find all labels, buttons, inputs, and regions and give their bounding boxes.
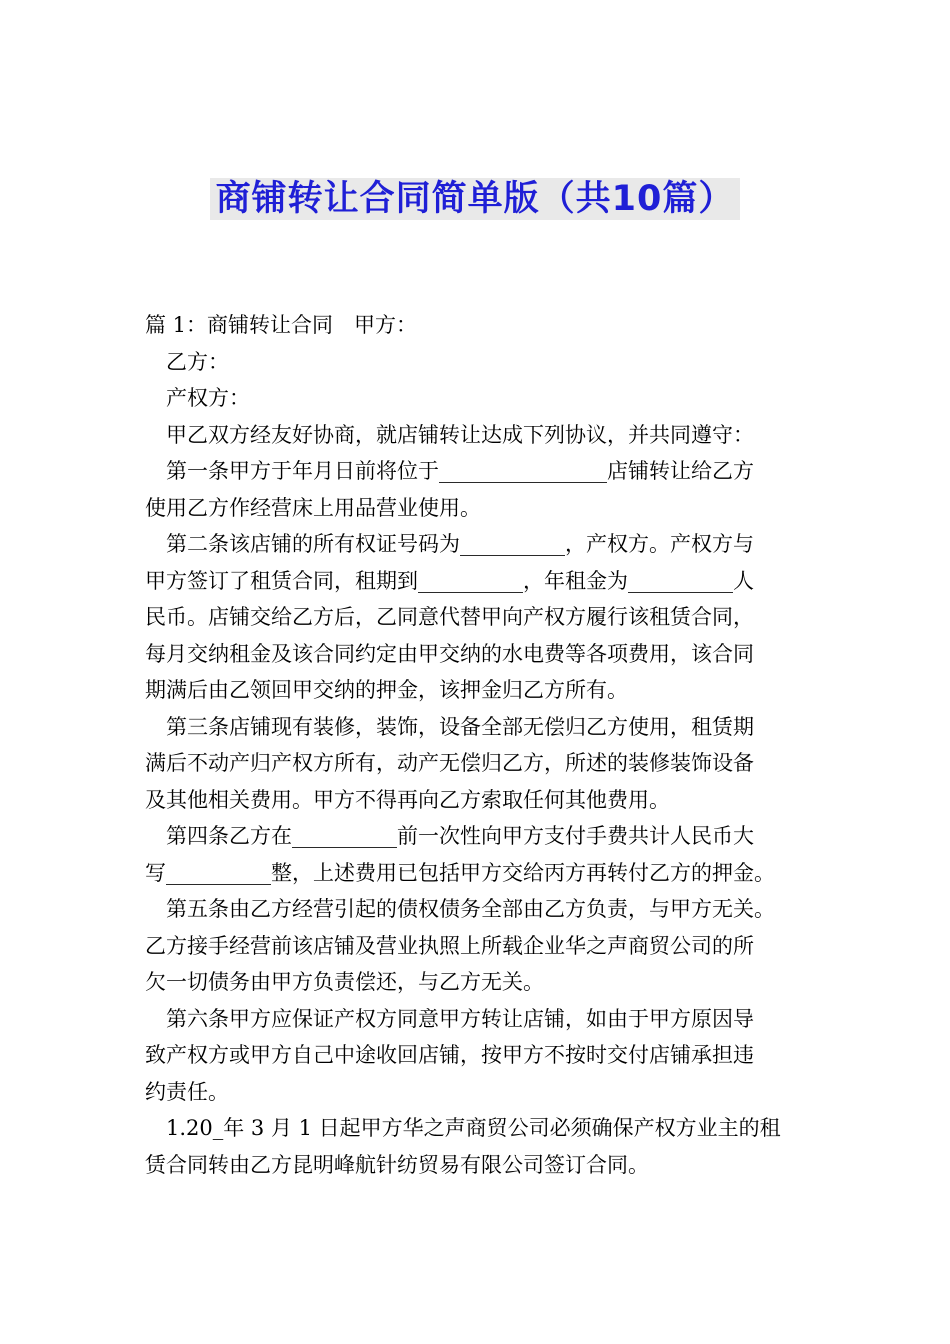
text-line: 满后不动产归产权方所有，动产无偿归乙方，所述的装修装饰设备 bbox=[145, 751, 754, 775]
text-line: 甲乙双方经友好协商，就店铺转让达成下列协议，并共同遵守： bbox=[145, 422, 754, 447]
text-line: 第六条甲方应保证产权方同意甲方转让店铺，如由于甲方原因导 bbox=[145, 1006, 754, 1031]
text-line: 期满后由乙领回甲交纳的押金，该押金归乙方所有。 bbox=[145, 678, 628, 702]
text-line: 写__________整，上述费用已包括甲方交给丙方再转付乙方的押金。 bbox=[145, 860, 775, 885]
text-line: 约责任。 bbox=[145, 1079, 229, 1104]
text-line: 每月交纳租金及该合同约定由甲交纳的水电费等各项费用，该合同 bbox=[145, 641, 754, 666]
text-line: 乙方接手经营前该店铺及营业执照上所载企业华之声商贸公司的所 bbox=[145, 933, 754, 958]
text-line: 篇 1：商铺转让合同 甲方： bbox=[145, 313, 418, 337]
document-body bbox=[145, 307, 825, 1183]
text-line: 第四条乙方在__________前一次性向甲方支付手费共计人民币大 bbox=[145, 824, 754, 848]
text-line: 第二条该店铺的所有权证号码为__________，产权方。产权方与 bbox=[145, 532, 754, 556]
text-line: 第五条由乙方经营引起的债权债务全部由乙方负责，与甲方无关。 bbox=[145, 897, 775, 921]
text-line: 使用乙方作经营床上用品营业使用。 bbox=[145, 495, 481, 520]
text-line: 第三条店铺现有装修，装饰，设备全部无偿归乙方使用，租赁期 bbox=[145, 714, 754, 739]
text-line: 民币。店铺交给乙方后，乙同意代替甲向产权方履行该租赁合同， bbox=[145, 605, 754, 629]
text-line: 第一条甲方于年月日前将位于________________店铺转让给乙方 bbox=[145, 459, 754, 483]
text-line: 乙方： bbox=[145, 349, 229, 374]
text-line: 1.20_年 3 月 1 日起甲方华之声商贸公司必须确保产权方业主的租 bbox=[145, 1116, 781, 1140]
text-line: 产权方： bbox=[145, 386, 250, 410]
text-line: 欠一切债务由甲方负责偿还，与乙方无关。 bbox=[145, 970, 544, 994]
text-line: 赁合同转由乙方昆明峰航针纺贸易有限公司签订合同。 bbox=[145, 1152, 649, 1177]
text-line: 甲方签订了租赁合同，租期到__________，年租金为__________人 bbox=[145, 568, 754, 593]
document-title: 商铺转让合同简单版（共10篇） bbox=[210, 178, 741, 220]
text-line: 致产权方或甲方自己中途收回店铺，按甲方不按时交付店铺承担违 bbox=[145, 1043, 754, 1067]
title-container bbox=[0, 178, 950, 220]
text-line: 及其他相关费用。甲方不得再向乙方索取任何其他费用。 bbox=[145, 787, 670, 812]
